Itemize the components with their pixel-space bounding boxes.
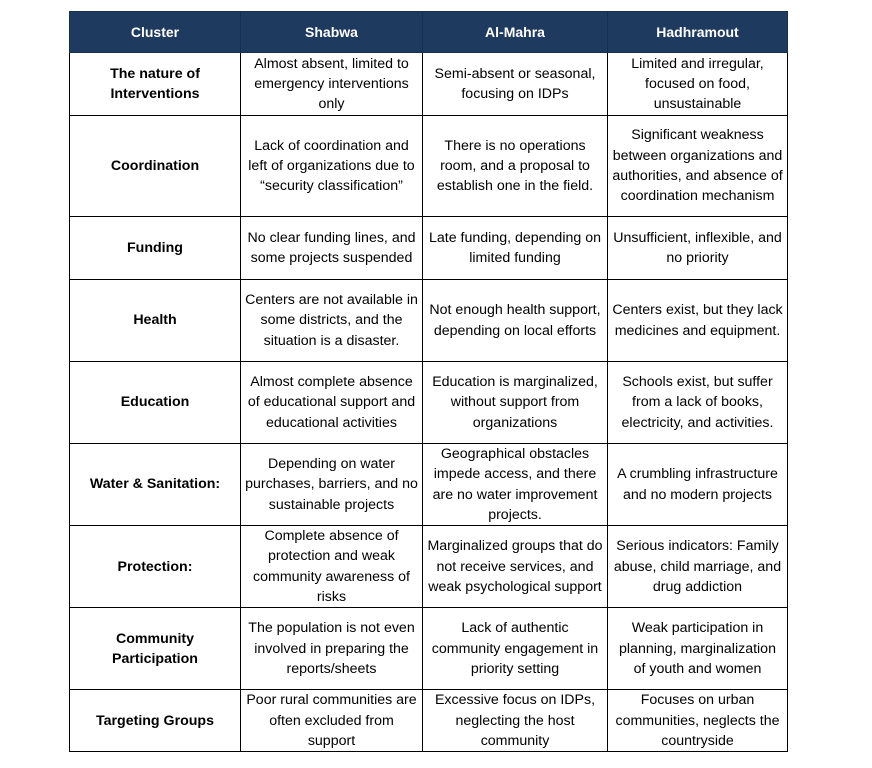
header-hadhramout: Hadhramout <box>608 12 788 53</box>
cluster-cell: Protection: <box>70 526 241 608</box>
table-row <box>70 608 788 690</box>
almahra-cell: Marginalized groups that do not receive services, and weak psychological support <box>423 526 608 608</box>
cluster-cell: Targeting Groups <box>70 690 241 752</box>
cluster-cell: Health <box>70 280 241 362</box>
hadhramout-cell: Limited and irregular, focused on food, unsustainable <box>608 53 788 116</box>
cluster-cell: Education <box>70 362 241 444</box>
hadhramout-cell: Schools exist, but suffer from a lack of books, electricity, and activities. <box>608 362 788 444</box>
hadhramout-cell: Significant weakness between organizations and authorities, and absence of coordination mechanism <box>608 116 788 217</box>
cluster-cell: Water & Sanitation: <box>70 444 241 526</box>
shabwa-cell: Centers are not available in some districts, and the situation is a disaster. <box>241 280 423 362</box>
table-row <box>70 53 788 116</box>
almahra-cell: There is no operations room, and a proposal to establish one in the field. <box>423 116 608 217</box>
shabwa-cell: Poor rural communities are often excluded from support <box>241 690 423 752</box>
table-row <box>70 526 788 608</box>
shabwa-cell: No clear funding lines, and some projects suspended <box>241 217 423 280</box>
hadhramout-cell: Focuses on urban communities, neglects the countryside <box>608 690 788 752</box>
cluster-cell: The nature of Interventions <box>70 53 241 116</box>
shabwa-cell: Almost absent, limited to emergency interventions only <box>241 53 423 116</box>
almahra-cell: Semi-absent or seasonal, focusing on IDPs <box>423 53 608 116</box>
hadhramout-cell: Serious indicators: Family abuse, child marriage, and drug addiction <box>608 526 788 608</box>
shabwa-cell: Depending on water purchases, barriers, and no sustainable projects <box>241 444 423 526</box>
header-row <box>70 12 788 53</box>
hadhramout-cell: Unsufficient, inflexible, and no priority <box>608 217 788 280</box>
table-row <box>70 116 788 217</box>
almahra-cell: Late funding, depending on limited funding <box>423 217 608 280</box>
header-al-mahra: Al-Mahra <box>423 12 608 53</box>
cluster-cell: Funding <box>70 217 241 280</box>
table-row <box>70 217 788 280</box>
cluster-comparison-table <box>69 11 788 752</box>
almahra-cell: Lack of authentic community engagement in priority setting <box>423 608 608 690</box>
hadhramout-cell: Weak participation in planning, marginalization of youth and women <box>608 608 788 690</box>
almahra-cell: Education is marginalized, without support from organizations <box>423 362 608 444</box>
header-shabwa: Shabwa <box>241 12 423 53</box>
table-body <box>70 53 788 752</box>
almahra-cell: Not enough health support, depending on local efforts <box>423 280 608 362</box>
table-header <box>70 12 788 53</box>
almahra-cell: Excessive focus on IDPs, neglecting the host community <box>423 690 608 752</box>
table-row <box>70 280 788 362</box>
shabwa-cell: Lack of coordination and left of organizations due to “security classification” <box>241 116 423 217</box>
cluster-cell: Community Participation <box>70 608 241 690</box>
table-row <box>70 690 788 752</box>
shabwa-cell: The population is not even involved in preparing the reports/sheets <box>241 608 423 690</box>
almahra-cell: Geographical obstacles impede access, and there are no water improvement projects. <box>423 444 608 526</box>
hadhramout-cell: A crumbling infrastructure and no modern projects <box>608 444 788 526</box>
table-row <box>70 362 788 444</box>
header-cluster: Cluster <box>70 12 241 53</box>
cluster-cell: Coordination <box>70 116 241 217</box>
hadhramout-cell: Centers exist, but they lack medicines and equipment. <box>608 280 788 362</box>
table-row <box>70 444 788 526</box>
shabwa-cell: Complete absence of protection and weak community awareness of risks <box>241 526 423 608</box>
shabwa-cell: Almost complete absence of educational support and educational activities <box>241 362 423 444</box>
